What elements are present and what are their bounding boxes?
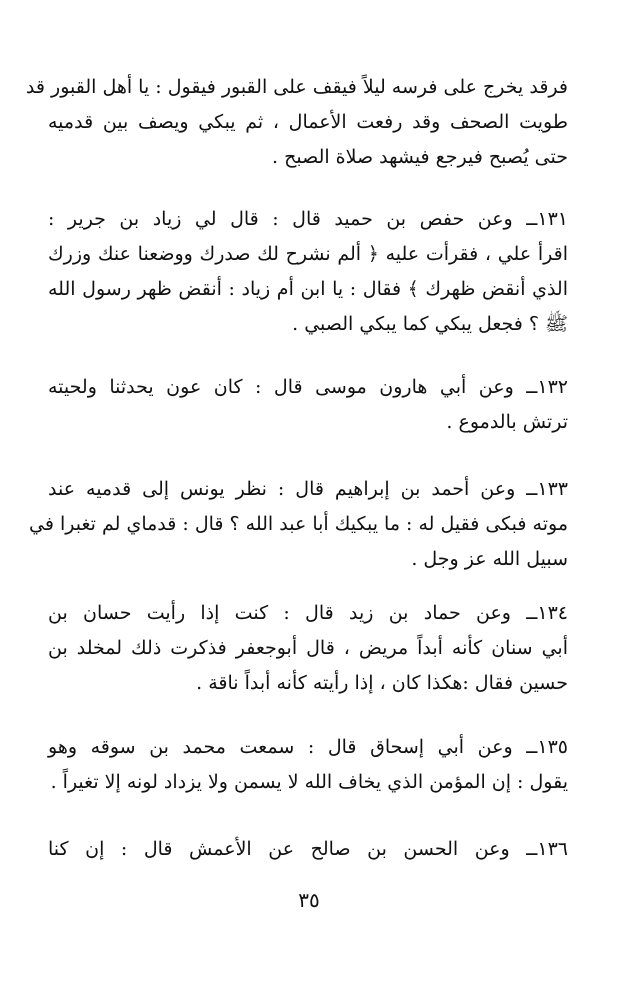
text-line: يقول : إن المؤمن الذي يخاف الله لا يسمن ولا يزداد لونه إلا تغيراً . xyxy=(50,771,568,793)
text-line: الذي أنقض ظهرك ﴾ فقال : يا ابن أم زياد : أنقض ظهر رسول الله xyxy=(48,278,568,300)
text-line: طويت الصحف وقد رفعت الأعمال ، ثم يبكي ويصف بين قدميه xyxy=(48,111,568,133)
text-line: ١٣٦ــ وعن الحسن بن صالح عن الأعمش قال : إن كنا xyxy=(48,838,568,860)
paragraph-continuation xyxy=(25,70,568,175)
paragraph-131 xyxy=(48,202,568,342)
text-line: ١٣٥ــ وعن أبي إسحاق قال : سمعت محمد بن سوقه وهو xyxy=(48,736,568,758)
text-line: أبي سنان كأنه أبداً مريض ، قال أبوجعفر فذكرت ذلك لمخلد بن xyxy=(48,637,568,659)
text-line: ١٣١ــ وعن حفص بن حميد قال : قال لي زياد بن جرير : xyxy=(48,208,568,230)
text-line: ترتش بالدموع . xyxy=(446,411,568,433)
text-line: موته فبكى فقيل له : ما يبكيك أبا عبد الله ؟ قال : قدماي لم تغبرا في xyxy=(29,513,568,535)
text-line: اقرأ علي ، فقرأت عليه ﴿ ألم نشرح لك صدرك ووضعنا عنك وزرك xyxy=(48,243,568,265)
page-number: ٣٥ xyxy=(298,888,320,912)
paragraph-134 xyxy=(48,596,568,701)
paragraph-132 xyxy=(48,370,568,440)
text-line: فرقد يخرج على فرسه ليلاً فيقف على القبور فيقول : يا أهل القبور قد xyxy=(25,76,568,98)
text-line: ١٣٤ــ وعن حماد بن زيد قال : كنت إذا رأيت حسان بن xyxy=(48,602,568,624)
text-line: ١٣٣ــ وعن أحمد بن إبراهيم قال : نظر يونس إلى قدميه عند xyxy=(48,478,568,500)
paragraph-133 xyxy=(29,472,568,577)
text-line: سبيل الله عز وجل . xyxy=(411,548,568,570)
text-line: ﷺ ؟ فجعل يبكي كما يبكي الصبي . xyxy=(292,313,568,335)
paragraph-135 xyxy=(48,730,568,800)
text-line: حسين فقال :هكذا كان ، إذا رأيته كأنه أبداً ناقة . xyxy=(196,672,568,694)
paragraph-136 xyxy=(48,832,568,867)
text-line: حتى يُصبح فيرجع فيشهد صلاة الصبح . xyxy=(272,146,568,168)
text-line: ١٣٢ــ وعن أبي هارون موسى قال : كان عون يحدثنا ولحيته xyxy=(48,376,568,398)
